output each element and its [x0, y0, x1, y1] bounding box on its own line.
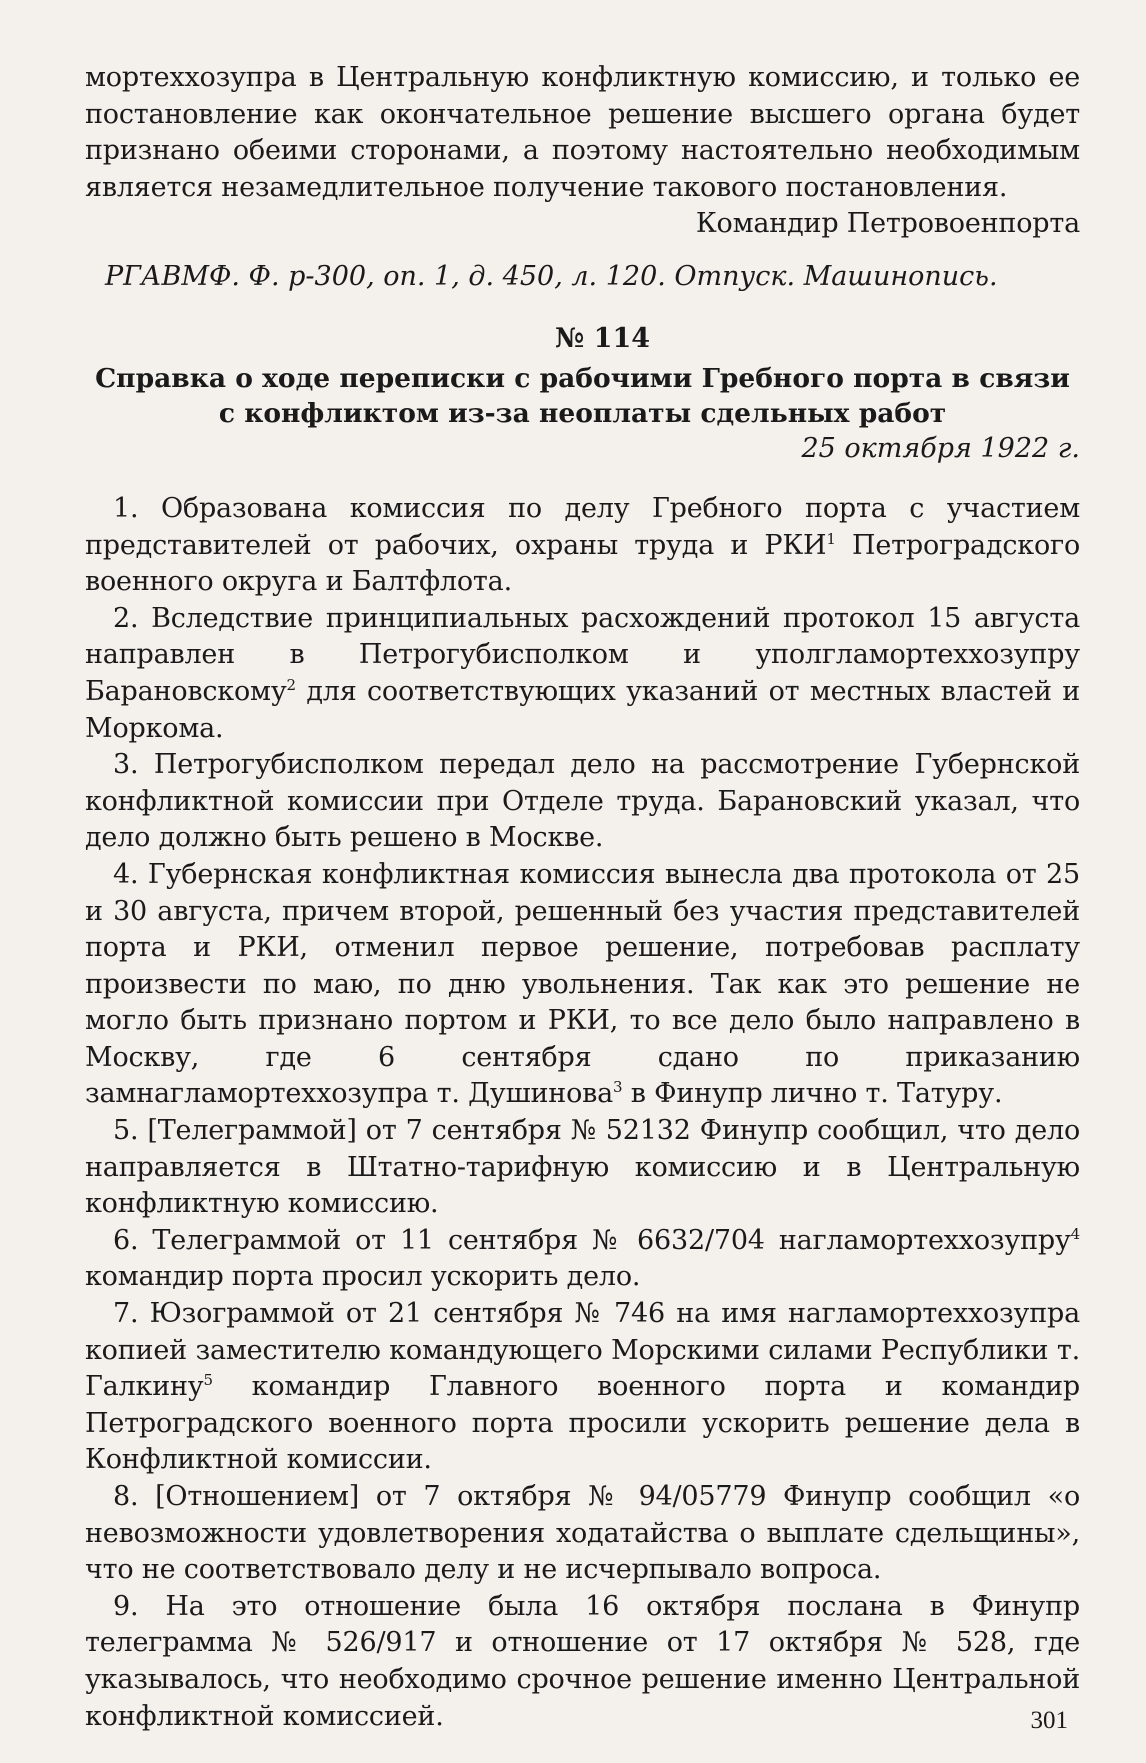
list-item	[85, 1479, 1080, 1589]
item-text: 2. Вследствие принципиальных расхождений протокол 15 августа направлен в Петрогубисполком и уполгламортеххозупру Барановскому	[85, 602, 1080, 707]
page-number: 301	[1030, 1707, 1068, 1734]
document-page	[85, 60, 1080, 1740]
footnote-marker: 3	[613, 1078, 623, 1097]
item-text: в Финупр лично т. Татуру.	[622, 1078, 1003, 1110]
document-date: 25 октября 1922 г.	[801, 432, 1080, 464]
item-text: 3. Петрогубисполком передал дело на рассмотрение Губернской конфликтной комиссии при Отделе труда. Барановский указал, что дело должно быть решено в Москве.	[85, 749, 1080, 854]
item-text: 4. Губернская конфликтная комиссия вынесла два протокола от 25 и 30 августа, причем второй, решенный без участия представителей порта и РКИ, отменил первое решение, потребовав расплату произвести по маю, по дню увольнения. Так как это решение не могло быть признано портом и РКИ, то все дело было направлено в Москву, где 6 сентября сдано по приказанию замнагламортеххозупра т. Душинова	[85, 858, 1080, 1110]
list-item	[85, 491, 1080, 601]
list-item	[85, 1223, 1080, 1296]
list-item	[85, 1589, 1080, 1735]
item-text: командир порта просил ускорить дело.	[85, 1261, 641, 1293]
item-text: командир Главного военного порта и командир Петроградского военного порта просили ускорить решение дела в Конфликтной комиссии.	[85, 1371, 1080, 1476]
item-text: для соответствующих указаний от местных властей и Моркома.	[85, 675, 1080, 744]
item-text: 7. Юзограммой от 21 сентября № 746 на имя нагламортеххозупра копией заместителю командующего Морскими силами Республики т. Галкину	[85, 1298, 1080, 1403]
item-text: 9. На это отношение была 16 октября послана в Финупр телеграмма № 526/917 и отношение от 17 октября № 528, где указывалось, что необходимо срочное решение именно Центральной конфликтной комиссией.	[85, 1590, 1080, 1732]
footnote-marker: 1	[826, 529, 836, 548]
document-title-line: Справка о ходе переписки с рабочими Гребного порта в связи	[95, 362, 1070, 394]
document-title	[85, 361, 1080, 431]
footnote-marker: 2	[286, 675, 296, 694]
document-title-line: с конфликтом из-за неоплаты сдельных работ	[218, 397, 947, 429]
items-list	[85, 491, 1080, 1735]
item-text: 6. Телеграммой от 11 сентября № 6632/704 нагламортеххозупру	[113, 1224, 1071, 1256]
list-item	[85, 857, 1080, 1113]
archive-reference: РГАВМФ. Ф. р-300, оп. 1, д. 450, л. 120. Отпуск. Машинопись.	[105, 260, 998, 292]
list-item	[85, 601, 1080, 747]
list-item	[85, 1296, 1080, 1479]
footnote-marker: 4	[1070, 1224, 1080, 1243]
item-text: 5. [Телеграммой] от 7 сентября № 52132 Финупр сообщил, что дело направляется в Штатно-тарифную комиссию и в Центральную конфликтную комиссию.	[85, 1115, 1080, 1220]
signature: Командир Петровоенпорта	[695, 208, 1080, 240]
document-number: № 114	[554, 322, 651, 354]
footnote-marker: 5	[203, 1371, 213, 1390]
item-text: 8. [Отношением] от 7 октября № 94/05779 Финупр сообщил «о невозможности удовлетворения ходатайства о выплате сдельщины», что не соответствовало делу и не исчерпывало вопроса.	[85, 1481, 1080, 1586]
item-text: Петроградского военного округа и Балтфлота.	[85, 529, 1081, 598]
item-text: 1. Образована комиссия по делу Гребного порта с участием представителей от рабочих, охраны труда и РКИ	[85, 492, 1080, 561]
intro-paragraph: мортеххозупра в Центральную конфликтную комиссию, и только ее постановление как окончательное решение высшего органа будет признано обеими сторонами, а поэтому настоятельно необходимым является незамедлительное получение такового постановления.	[85, 62, 1080, 203]
list-item	[85, 1113, 1080, 1223]
list-item	[85, 747, 1080, 857]
